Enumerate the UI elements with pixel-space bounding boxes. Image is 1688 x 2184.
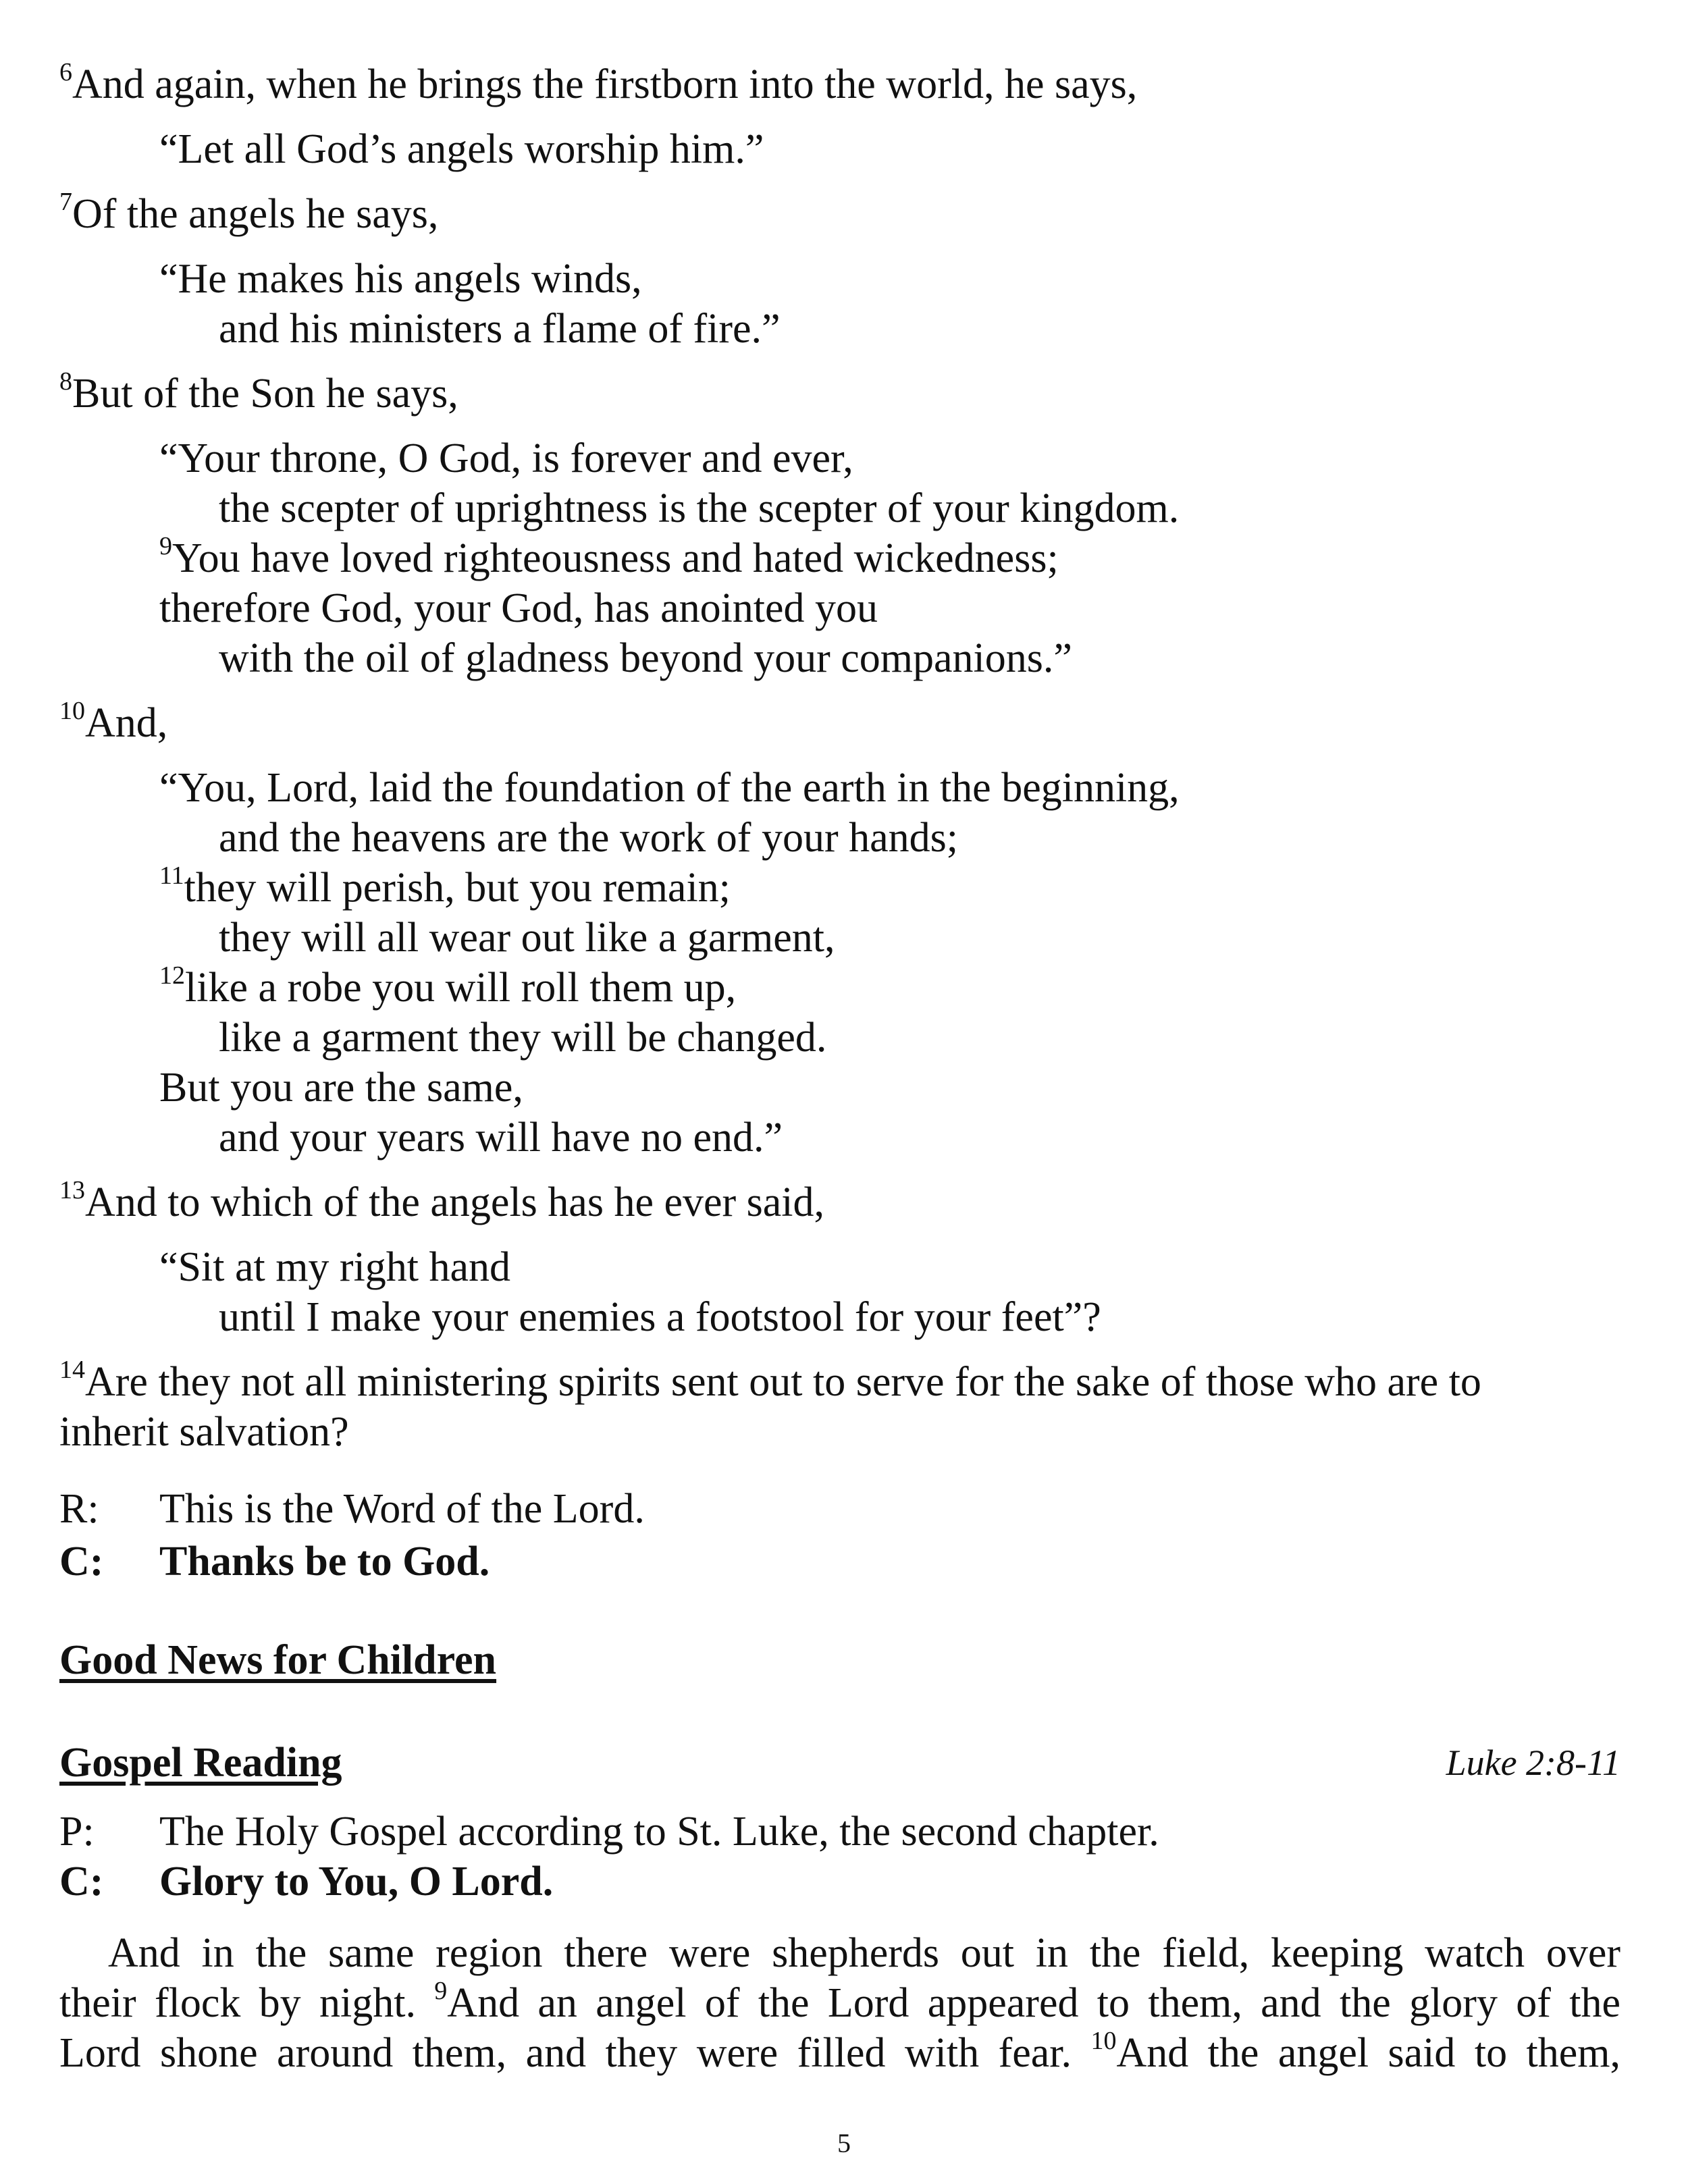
quote-line: “Your throne, O God, is forever and ever, [159, 435, 853, 481]
quote-line: like a garment they will be changed. [219, 1015, 827, 1061]
verse-text: But of the Son he says, [72, 371, 458, 417]
verse-11-line [159, 863, 731, 918]
verse-9-line [159, 533, 1059, 589]
verse-number: 8 [59, 367, 72, 396]
quote-line: therefore God, your God, has anointed you [159, 585, 878, 631]
gospel-text: And the angel said to them, [1116, 2030, 1620, 2076]
verse-text: Are they not all ministering spirits sent out to serve for the sake of those who are to [85, 1359, 1481, 1405]
quote-line: “Let all God’s angels worship him.” [159, 126, 764, 172]
reader-text: This is the Word of the Lord. [159, 1486, 645, 1532]
quote-line: until I make your enemies a footstool for your feet”? [219, 1294, 1101, 1340]
verse-number: 9 [434, 1977, 448, 2005]
verse-12-line [159, 963, 736, 1018]
quote-line: and the heavens are the work of your hands; [219, 815, 958, 861]
verse-number: 12 [159, 961, 185, 990]
gospel-text: their flock by night. [59, 1980, 416, 2026]
quote-line: they will all wear out like a garment, [219, 915, 835, 961]
quote-line: “He makes his angels winds, [159, 256, 642, 302]
verse-number: 10 [59, 697, 85, 725]
verse-number: 13 [59, 1176, 85, 1204]
verse-number: 7 [59, 188, 72, 216]
verse-text: You have loved righteousness and hated wickedness; [172, 535, 1059, 581]
verse-number: 14 [59, 1356, 85, 1384]
verse-text: Of the angels he says, [72, 191, 439, 237]
verse-14-line [59, 1357, 1481, 1412]
quote-line: and your years will have no end.” [219, 1115, 783, 1161]
verse-13-line [59, 1177, 824, 1233]
verse-8-line [59, 369, 458, 424]
reader-label: R: [59, 1486, 99, 1532]
verse-text: like a robe you will roll them up, [185, 965, 737, 1011]
gospel-citation: Luke 2:8-11 [1446, 1742, 1620, 1783]
verse-text: And to which of the angels has he ever said, [85, 1179, 825, 1225]
verse-6-line [59, 59, 1137, 115]
gospel-text: Lord shone around them, and they were filled with fear. [59, 2030, 1072, 2076]
verse-number: 9 [159, 532, 172, 560]
congregation-label: C: [59, 1859, 104, 1905]
gospel-paragraph-line [59, 2028, 1620, 2083]
quote-line: and his ministers a flame of fire.” [219, 306, 781, 352]
congregation-label: C: [59, 1539, 104, 1584]
pastor-text: The Holy Gospel according to St. Luke, the second chapter. [159, 1809, 1159, 1855]
good-news-heading: Good News for Children [59, 1637, 497, 1683]
congregation-text: Thanks be to God. [159, 1539, 490, 1584]
pastor-label: P: [59, 1809, 95, 1855]
verse-text: And, [85, 700, 168, 746]
gospel-paragraph-line: And in the same region there were shepherds out in the field, keeping watch over [108, 1930, 1620, 1976]
verse-number: 11 [159, 861, 184, 890]
quote-line: “Sit at my right hand [159, 1244, 511, 1290]
page-number: 5 [837, 2128, 851, 2158]
gospel-heading: Gospel Reading [59, 1740, 342, 1786]
verse-number: 6 [59, 58, 72, 86]
verse-10-line [59, 698, 167, 753]
quote-line: But you are the same, [159, 1065, 523, 1111]
gospel-paragraph-line [59, 1978, 1620, 2033]
quote-line: “You, Lord, laid the foundation of the earth in the beginning, [159, 765, 1180, 811]
verse-text: And again, when he brings the firstborn into the world, he says, [72, 61, 1138, 107]
verse-number: 10 [1090, 2027, 1117, 2055]
verse-text: they will perish, but you remain; [184, 865, 731, 911]
congregation-text: Glory to You, O Lord. [159, 1859, 554, 1905]
quote-line: the scepter of uprightness is the scepter of your kingdom. [219, 485, 1180, 531]
gospel-text: And an angel of the Lord appeared to them, and the glory of the [447, 1980, 1621, 2026]
quote-line: with the oil of gladness beyond your companions.” [219, 635, 1072, 681]
verse-text-continued: inherit salvation? [59, 1409, 349, 1455]
verse-7-line [59, 189, 438, 244]
